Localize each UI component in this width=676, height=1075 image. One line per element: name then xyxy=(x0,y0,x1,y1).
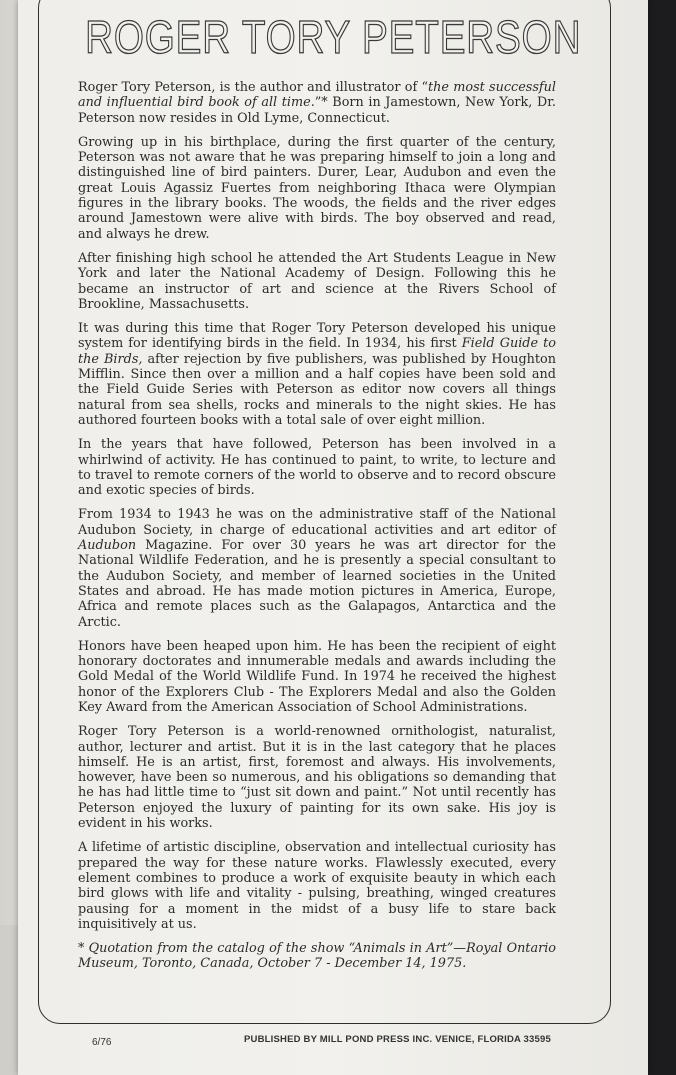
text-run: Honors have been heaped upon him. He has been the recipient of eight honorary doctorates and innumerable medals and awards including the Gold Medal of the World Wildlife Fund. In 1974 he received the highest honor of the Explorers Club - The Explorers Medal and also the Golden Key Award from the American Association of School Administrations. xyxy=(78,638,556,715)
paragraph-field-guide xyxy=(78,321,556,428)
paragraph-artist xyxy=(78,724,556,831)
date-code: 6/76 xyxy=(92,1037,112,1048)
body-text xyxy=(78,80,556,981)
text-run: Roger Tory Peterson is a world-renowned ornithologist, naturalist, author, lecturer and artist. But it is in the last category that he places himself. He is an artist, first, foremost and always. His involvements, however, have been so numerous, and his obligations so demanding that he has had little time to “just sit down and paint.” Not until recently has Peterson enjoyed the luxury of painting for its own sake. His joy is evident in his works. xyxy=(78,724,556,832)
page-title: ROGER TORY PETERSON xyxy=(85,11,582,63)
text-run: From 1934 to 1943 he was on the administrative staff of the National Audubon Society, in charge of educational activities and art editor of xyxy=(78,507,556,538)
paragraph-lifetime xyxy=(78,840,556,932)
paragraph-intro xyxy=(78,80,556,126)
paragraph-audubon xyxy=(78,507,556,629)
text-run: Magazine. For over 30 years he was art director for the National Wildlife Federation, and he is presently a special consultant to the Audubon Society, and member of learned societies in the United States and abroad. He has made motion pictures in America, Europe, Africa and remote places such as the Galapagos, Antarctica and the Arctic. xyxy=(78,538,556,630)
paragraph-education xyxy=(78,251,556,312)
footnote xyxy=(78,941,556,972)
paragraph-activity xyxy=(78,437,556,498)
italic-text: the most successful and influential bird book of all time. xyxy=(78,80,556,111)
text-run: It was during this time that Roger Tory Peterson developed his unique system for identifying birds in the field. In 1934, his first xyxy=(78,321,556,352)
text-run: A lifetime of artistic discipline, observation and intellectual curiosity has prepared the way for these nature works. Flawlessly executed, every element combines to produce a work of exquisite beauty in which each bird glows with life and vitality - pulsing, breathing, winged creatures pausing for a moment in the midst of a busy life to stare back inquisitively at us. xyxy=(78,840,556,932)
paragraph-honors xyxy=(78,639,556,715)
text-run: after rejection by five publishers, was published by Houghton Mifflin. Since then over a million and a half copies have been sold and the Field Guide Series with Peterson as editor now covers all things natural from sea shells, rocks and minerals to the night skies. He has authored fourteen books with a total sale of over eight million. xyxy=(78,351,556,428)
paragraph-childhood xyxy=(78,135,556,242)
text-run: Growing up in his birthplace, during the first quarter of the century, Peterson was not aware that he was preparing himself to join a long and distinguished line of bird painters. Durer, Lear, Audubon and even the great Louis Agassiz Fuertes from neighboring Ithaca were Olympian figures in the library books. The woods, the fields and the river edges around Jamestown were alive with birds. The boy observed and read, and always he drew. xyxy=(78,134,556,242)
text-run: After finishing high school he attended the Art Students League in New York and later the National Academy of Design. Following this he became an instructor of art and science at the Rivers School of Brookline, Massachusetts. xyxy=(78,250,556,312)
text-run: Roger Tory Peterson, is the author and illustrator of “ xyxy=(78,80,428,95)
text-run: In the years that have followed, Peterson has been involved in a whirlwind of activity. He has continued to paint, to write, to lecture and to travel to remote corners of the world to observe and to record obscure and exotic species of birds. xyxy=(78,437,556,499)
italic-text: Field Guide to the Birds, xyxy=(78,336,556,367)
italic-text: * Quotation from the catalog of the show “Animals in Art”—Royal Ontario Museum, Toronto, Canada, October 7 - December 14, 1975. xyxy=(78,941,556,972)
text-run: ”* Born in Jamestown, New York, Dr. Peterson now resides in Old Lyme, Connecticut. xyxy=(78,95,556,126)
publisher-line: PUBLISHED BY MILL POND PRESS INC. VENICE, FLORIDA 33595 xyxy=(244,1034,551,1045)
italic-text: Audubon xyxy=(78,538,137,554)
